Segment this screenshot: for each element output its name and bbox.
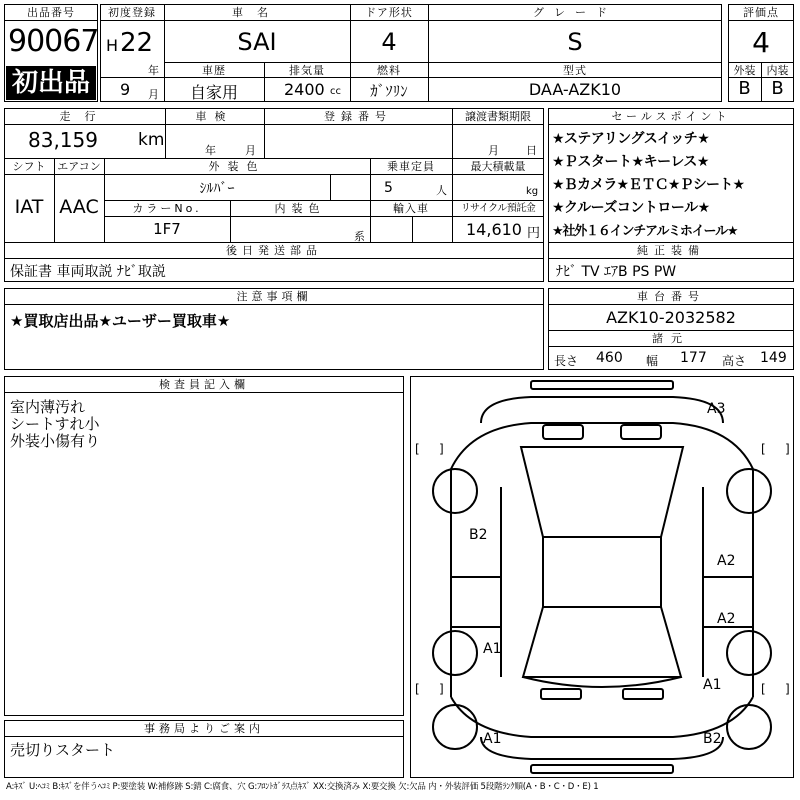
reg-number-label: 登録番号 [324, 110, 392, 123]
recycle-unit: 円 [527, 226, 541, 241]
inspector-line-1: 室内薄汚れ [10, 398, 86, 416]
displacement: 2400 [284, 80, 325, 99]
dims-label: 諸元 [652, 332, 690, 345]
first-listing-badge: 初出品 [6, 66, 96, 100]
notes-text: ★買取店出品★ユーザー買取車★ [10, 312, 231, 330]
length: 460 [596, 350, 623, 366]
shift-label: シフト [12, 160, 46, 173]
chassis-number: AZK10-2032582 [606, 308, 736, 327]
fuel-label: 燃料 [377, 64, 401, 77]
interior-grade: B [771, 78, 784, 99]
car-name-label: 車名 [232, 6, 282, 19]
svg-text:[: [ [761, 682, 766, 696]
door-label: ドア形状 [365, 6, 413, 19]
score: 4 [752, 26, 770, 59]
ac: AAC [59, 196, 99, 218]
color-no: 1F7 [153, 220, 181, 238]
history: 自家用 [189, 83, 238, 102]
office-text: 売切りスタート [10, 741, 116, 759]
exterior-grade: B [738, 78, 751, 99]
length-label: 長さ [554, 354, 579, 368]
reg-month: 9 [120, 80, 131, 99]
inspector-line-2: シートすれ小 [10, 415, 100, 433]
height: 149 [760, 350, 787, 366]
notes-label: 注意事項欄 [236, 290, 312, 303]
sales-point-3: ★Ｂカメラ★ＥＴＣ★Ｐシート★ [552, 177, 745, 193]
year-unit: 年 [148, 64, 159, 77]
sales-point-1: ★ステアリングスイッチ★ [552, 131, 710, 147]
damage-mark-right-front-door: A2 [717, 553, 736, 569]
era: H [106, 36, 119, 55]
car-name: SAI [237, 28, 277, 56]
color-no-label: カラーNo. [132, 202, 202, 215]
recycle-label: リサイクル預託金 [460, 203, 536, 214]
seats: 5 [384, 180, 393, 196]
car-diagram [410, 376, 794, 778]
inspection-year-unit: 年 [205, 144, 216, 157]
sales-point-2: ★Ｐスタート★キーレス★ [552, 154, 709, 170]
damage-mark-right-rear-quarter: A1 [703, 677, 722, 693]
history-label: 車歴 [202, 64, 226, 77]
inspector-line-3: 外装小傷有り [10, 432, 101, 450]
recycle-amount: 14,610 [466, 220, 522, 239]
damage-mark-left-door: B2 [469, 527, 488, 543]
svg-text:[: [ [761, 442, 766, 456]
svg-text:]: ] [785, 442, 790, 456]
damage-mark-left-rear-quarter: A1 [483, 641, 502, 657]
load-label: 最大積載量 [470, 160, 526, 173]
exterior-color: ｼﾙﾊﾞｰ [199, 181, 235, 197]
lot-number: 90067 [8, 24, 99, 59]
damage-mark-rear-left: A1 [483, 731, 502, 747]
equipment: ﾅﾋﾞ TV ｴｱB PS PW [556, 264, 677, 280]
seats-unit: 人 [436, 184, 447, 197]
sales-point-5: ★社外１６インチアルミホイール★ [552, 224, 738, 239]
shift: IAT [14, 196, 44, 218]
transfer-label: 譲渡書類期限 [465, 110, 531, 123]
reg-year: 22 [120, 28, 154, 58]
ac-label: エアコン [57, 160, 101, 173]
damage-mark-front-top: A3 [707, 401, 726, 417]
lot-label: 出品番号 [27, 6, 75, 19]
grade-label: グレード [533, 6, 617, 19]
first-reg-label: 初度登録 [108, 6, 156, 19]
width-label: 幅 [646, 354, 659, 368]
exterior-label: 外装 [733, 64, 756, 77]
mileage: 83,159 [28, 128, 98, 152]
load-unit: kg [526, 186, 539, 197]
displacement-label: 排気量 [289, 64, 325, 77]
displacement-unit: cc [330, 86, 341, 97]
chassis-label: 車台番号 [637, 290, 705, 303]
door-count: 4 [381, 28, 397, 56]
svg-text:]: ] [785, 682, 790, 696]
interior-color-label: 内装色 [274, 202, 326, 215]
transfer-day-unit: 日 [526, 144, 537, 157]
svg-text:]: ] [439, 682, 444, 696]
transfer-month-unit: 月 [488, 144, 499, 157]
grade: S [567, 28, 583, 56]
parts-label: 後日発送部品 [226, 244, 322, 257]
legend: A:ｷｽﾞ U:ﾍｺﾐ B:ｷｽﾞを伴うﾍｺﾐ P:要塗装 W:補修跡 S:錆 C:腐食、穴 G:ﾌﾛﾝﾄｶﾞﾗｽ点ｷｽﾞ XX:交換済み X:要交換 欠:欠品 内・外装評価 5段階ﾗﾝｸ順(A・B・C・D・E) 1 [6, 782, 599, 792]
height-label: 高さ [722, 354, 747, 368]
inspector-label: 検査員記入欄 [159, 378, 249, 391]
seats-label: 乗車定員 [387, 160, 435, 173]
mileage-label: 走行 [59, 110, 110, 123]
car-outline-icon [411, 377, 793, 777]
parts: 保証書 車両取説 ﾅﾋﾞ取説 [10, 264, 166, 280]
score-label: 評価点 [743, 6, 779, 19]
damage-mark-right-rear-door: A2 [717, 611, 736, 627]
sales-point-4: ★クルーズコントロール★ [552, 200, 710, 216]
model-label: 型式 [563, 64, 587, 77]
interior-label: 内装 [766, 64, 789, 77]
office-label: 事務局よりご案内 [144, 722, 264, 735]
import-label: 輸入車 [393, 202, 429, 215]
svg-text:[: [ [415, 682, 420, 696]
equipment-label: 純正装備 [637, 244, 705, 257]
damage-mark-rear-right: B2 [703, 731, 722, 747]
model: DAA-AZK10 [528, 80, 622, 99]
interior-color-unit: 系 [354, 230, 365, 243]
fuel: ｶﾞｿﾘﾝ [370, 82, 408, 100]
month-unit: 月 [148, 88, 159, 101]
color-label: 外装色 [208, 160, 266, 173]
sales-points-label: セールスポイント [611, 110, 731, 123]
mileage-unit: km [138, 130, 165, 150]
svg-text:]: ] [439, 442, 444, 456]
inspection-month-unit: 月 [245, 144, 256, 157]
inspection-label: 車検 [195, 110, 234, 123]
svg-text:[: [ [415, 442, 420, 456]
width: 177 [680, 350, 707, 366]
